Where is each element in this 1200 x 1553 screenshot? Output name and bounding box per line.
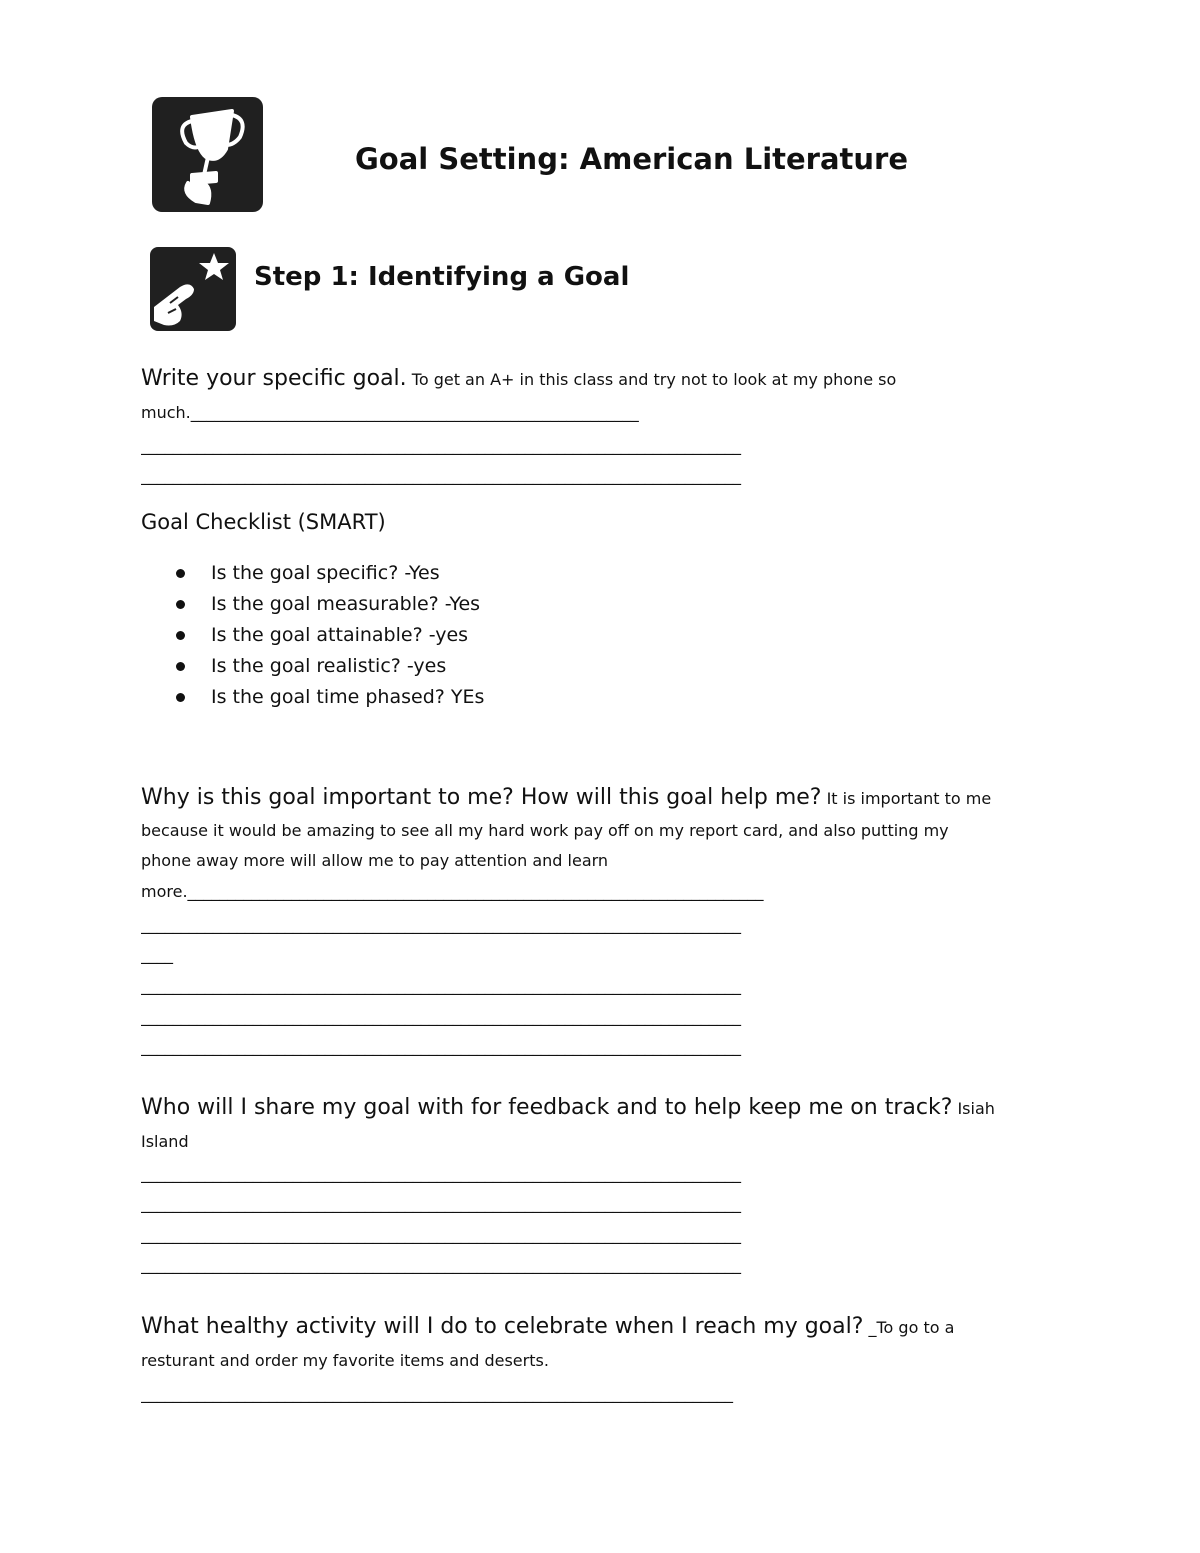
importance-answer: It is important to me xyxy=(821,789,992,808)
importance-question-row xyxy=(141,785,991,810)
share-answer: Isiah xyxy=(952,1099,995,1118)
list-item xyxy=(172,652,484,683)
importance-answer-4: more. xyxy=(141,882,188,901)
goal-line-1: ___________________________________________________________________________ xyxy=(141,436,741,455)
checklist xyxy=(172,559,484,714)
share-question: Who will I share my goal with for feedback and to help keep me on track? xyxy=(141,1095,953,1120)
goal-answer-cont: much. xyxy=(141,403,191,422)
goal-question-row xyxy=(141,366,896,391)
goal-answer: To get an A+ in this class and try not to look at my phone so xyxy=(406,370,897,389)
importance-answer-2: because it would be amazing to see all my hard work pay off on my report card, and also putting my xyxy=(141,821,949,840)
bullet-icon xyxy=(176,631,185,640)
checklist-heading: Goal Checklist (SMART) xyxy=(141,510,386,534)
share-line-3: ___________________________________________________________________________ xyxy=(141,1225,741,1244)
list-item xyxy=(172,621,484,652)
page-title: Goal Setting: American Literature xyxy=(355,142,909,176)
checklist-item-text: Is the goal realistic? -yes xyxy=(211,655,447,677)
goal-question: Write your specific goal. xyxy=(141,366,407,391)
list-item xyxy=(172,559,484,590)
checklist-item-text: Is the goal specific? -Yes xyxy=(211,562,440,584)
share-line-4: ___________________________________________________________________________ xyxy=(141,1255,741,1274)
bullet-icon xyxy=(176,693,185,702)
checklist-item-text: Is the goal attainable? -yes xyxy=(211,624,469,646)
celebrate-answer-2: resturant and order my favorite items and deserts. xyxy=(141,1351,549,1370)
importance-answer-3: phone away more will allow me to pay attention and learn xyxy=(141,851,609,870)
checklist-item-text: Is the goal time phased? YEs xyxy=(211,686,485,708)
goal-line-2: ___________________________________________________________________________ xyxy=(141,466,741,485)
goal-answer-line: ________________________________________________________ xyxy=(190,403,639,422)
list-item xyxy=(172,683,484,714)
importance-line-5: ___________________________________________________________________________ xyxy=(141,1037,741,1056)
goal-answer-row-2 xyxy=(141,403,639,422)
importance-answer-row-4 xyxy=(141,882,1051,901)
share-question-row xyxy=(141,1095,995,1120)
celebrate-question: What healthy activity will I do to celebrate when I reach my goal? xyxy=(141,1314,864,1339)
celebrate-line: __________________________________________________________________________ xyxy=(141,1384,733,1403)
importance-line-2: ____ xyxy=(141,945,173,964)
bullet-icon xyxy=(176,569,185,578)
hand-star-icon xyxy=(150,247,236,331)
importance-line-1: ___________________________________________________________________________ xyxy=(141,915,741,934)
trophy-icon xyxy=(152,97,263,212)
celebrate-question-row xyxy=(141,1314,954,1339)
bullet-icon xyxy=(176,662,185,671)
share-answer-2: Island xyxy=(141,1132,189,1151)
bullet-icon xyxy=(176,600,185,609)
share-line-2: ___________________________________________________________________________ xyxy=(141,1194,741,1213)
importance-line-3: ___________________________________________________________________________ xyxy=(141,976,741,995)
importance-question: Why is this goal important to me? How will this goal help me? xyxy=(141,785,822,810)
celebrate-answer: _To go to a xyxy=(863,1318,955,1337)
importance-line-4: ___________________________________________________________________________ xyxy=(141,1007,741,1026)
importance-answer-line: ________________________________________________________________________ xyxy=(187,882,764,901)
share-line-1: ___________________________________________________________________________ xyxy=(141,1164,741,1183)
step-heading: Step 1: Identifying a Goal xyxy=(254,262,630,292)
checklist-item-text: Is the goal measurable? -Yes xyxy=(211,593,481,615)
list-item xyxy=(172,590,484,621)
